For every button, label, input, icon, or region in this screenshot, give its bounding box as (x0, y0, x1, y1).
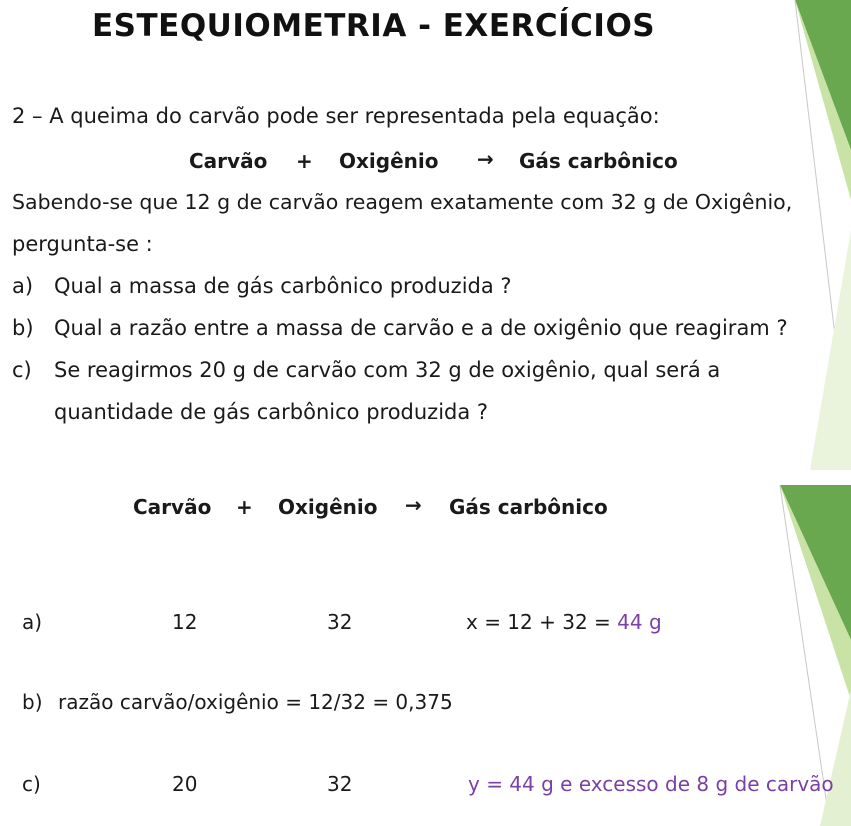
eq-plus: + (296, 149, 313, 173)
answer-carvao-mass: 20 (172, 772, 198, 796)
answer-ratio-text: razão carvão/oxigênio = 12/32 = 0,375 (58, 690, 453, 714)
item-text: Qual a massa de gás carbônico produzida ? (54, 274, 512, 298)
top-bottom-faint-shape (810, 230, 851, 470)
item-text-continued: quantidade de gás carbônico produzida ? (54, 400, 489, 424)
answer-result: y = 44 g e excesso de 8 g de carvão (468, 772, 834, 796)
item-label: a) (12, 274, 34, 298)
ans-eq-reactant-carvao: Carvão (133, 495, 212, 519)
ans-eq-plus: + (236, 495, 253, 519)
answer-label: b) (22, 690, 43, 714)
item-label: b) (12, 316, 34, 340)
answer-expression-text: x = 12 + 32 = (466, 610, 618, 634)
ans-eq-reactant-oxigenio: Oxigênio (278, 495, 378, 519)
ans-eq-product: Gás carbônico (449, 495, 608, 519)
item-text: Se reagirmos 20 g de carvão com 32 g de oxigênio, qual será a (54, 358, 721, 382)
answer-label: c) (22, 772, 41, 796)
statement-line-1: Sabendo-se que 12 g de carvão reagem exatamente com 32 g de Oxigênio, (12, 190, 793, 214)
eq-product: Gás carbônico (519, 149, 678, 173)
ans-eq-arrow: → (405, 493, 422, 517)
eq-reactant-oxigenio: Oxigênio (339, 149, 439, 173)
item-label: c) (12, 358, 32, 382)
answer-oxigenio-mass: 32 (327, 772, 353, 796)
answer-label: a) (22, 610, 43, 634)
answer-expression (466, 610, 662, 634)
question-intro: 2 – A queima do carvão pode ser representada pela equação: (12, 104, 660, 128)
eq-reactant-carvao: Carvão (189, 149, 268, 173)
answer-result: 44 g (617, 610, 662, 634)
statement-line-2: pergunta-se : (12, 232, 153, 256)
answer-carvao-mass: 12 (172, 610, 198, 634)
item-text: Qual a razão entre a massa de carvão e a de oxigênio que reagiram ? (54, 316, 788, 340)
bottom-faint-shape (820, 690, 851, 826)
page-title: ESTEQUIOMETRIA - EXERCÍCIOS (92, 8, 656, 44)
eq-arrow: → (477, 147, 494, 171)
answer-oxigenio-mass: 32 (327, 610, 353, 634)
